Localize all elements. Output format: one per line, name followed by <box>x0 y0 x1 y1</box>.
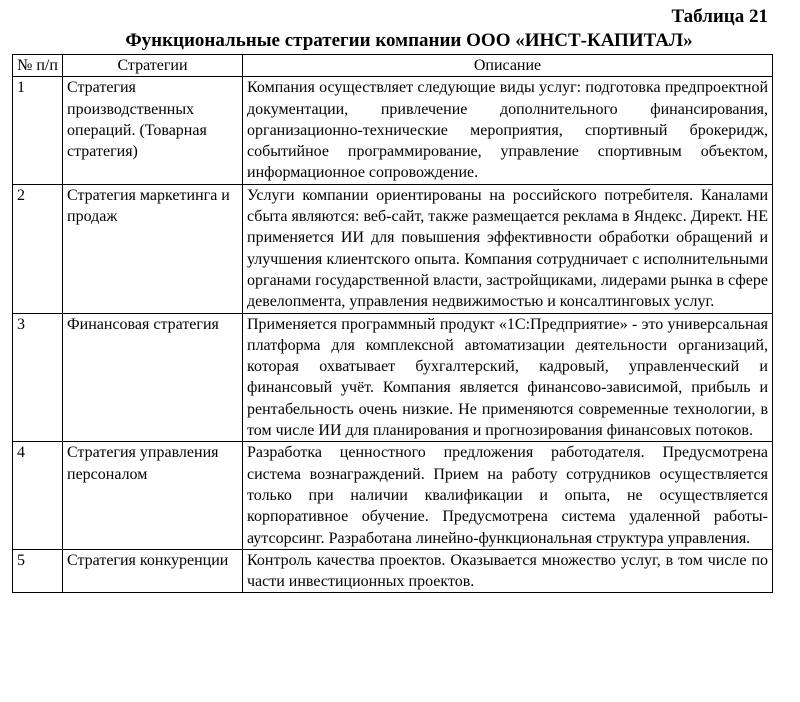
header-description: Описание <box>243 55 773 77</box>
table-row <box>13 549 773 593</box>
row-strategy: Финансовая стратегия <box>63 313 243 442</box>
row-number: 3 <box>13 313 63 442</box>
row-strategy: Стратегия управления персоналом <box>63 442 243 549</box>
table-title: Функциональные стратегии компании ООО «ИНСТ-КАПИТАЛ» <box>125 30 693 51</box>
header-num: № п/п <box>13 55 63 77</box>
row-description: Применяется программный продукт «1С:Предприятие» - это универсальная платформа для комплексной автоматизации деятельности организаций, которая охватывает бухгалтерский, кадровый, управленческий и финансовый учёт. Компания является финансово-зависимой, прибыль и рентабельность очень низкие. Не применяются современные технологии, в том числе ИИ для планирования и прогнозирования финансовых потоков. <box>243 313 773 442</box>
row-description: Разработка ценностного предложения работодателя. Предусмотрена система вознаграждений. Прием на работу сотрудников осуществляется только при наличии квалификации и опыта, не осуществляется корпоративное обучение. Предусмотрена система удаленной работы- аутсорсинг. Разработана линейно-функциональная структура управления. <box>243 442 773 549</box>
row-number: 4 <box>13 442 63 549</box>
row-description: Контроль качества проектов. Оказывается множество услуг, в том числе по части инвестиционных проектов. <box>243 549 773 593</box>
table-row <box>13 77 773 184</box>
table-row <box>13 442 773 549</box>
strategies-table <box>12 54 773 593</box>
table-row <box>13 313 773 442</box>
row-strategy: Стратегия маркетинга и продаж <box>63 184 243 313</box>
row-number: 1 <box>13 77 63 184</box>
row-strategy: Стратегия производственных операций. (Товарная стратегия) <box>63 77 243 184</box>
row-description: Услуги компании ориентированы на российского потребителя. Каналами сбыта являются: веб-сайт, также размещается реклама в Яндекс. Директ. НЕ применяется ИИ для повышения эффективности обработки обращений и улучшения клиентского опыта. Компания сотрудничает с исполнительными органами государственной власти, застройщиками, лидерами рынка в сфере девелопмента, управления недвижимостью и консалтинговых услуг. <box>243 184 773 313</box>
row-number: 2 <box>13 184 63 313</box>
row-description: Компания осуществляет следующие виды услуг: подготовка предпроектной документации, привлечение дополнительного финансирования, организационно-технические мероприятия, спортивный брокеридж, событийное программирование, управление спортивным объектом, информационное сопровождение. <box>243 77 773 184</box>
table-row <box>13 184 773 313</box>
row-strategy: Стратегия конкуренции <box>63 549 243 593</box>
table-number: Таблица 21 <box>671 6 768 27</box>
table-header-row <box>13 55 773 77</box>
header-strategy: Стратегии <box>63 55 243 77</box>
row-number: 5 <box>13 549 63 593</box>
